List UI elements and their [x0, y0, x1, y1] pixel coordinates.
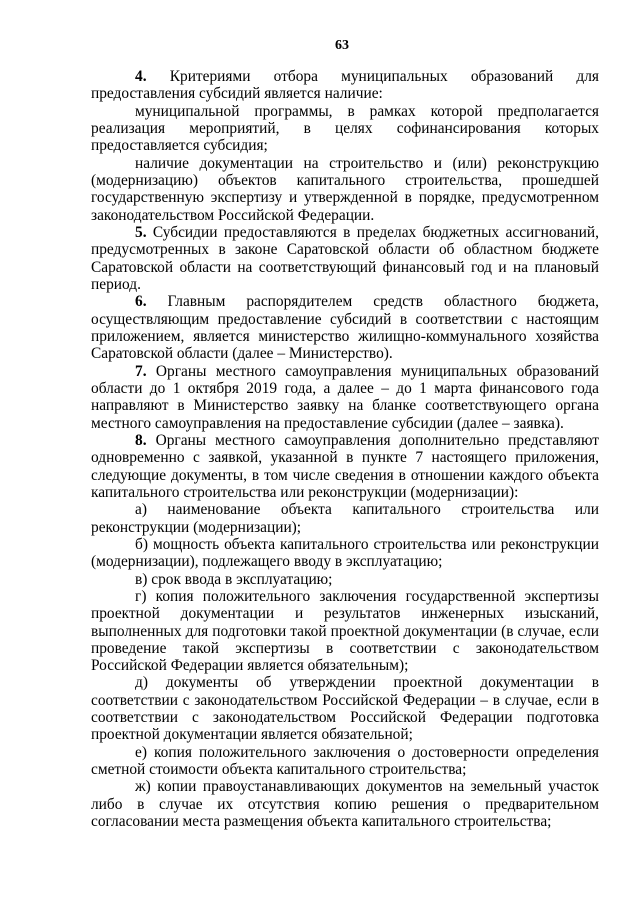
item-d	[91, 674, 599, 743]
paragraph-text: Критериями отбора муниципальных образований для предоставления субсидий является наличие:	[91, 68, 599, 103]
paragraph-number: 7.	[135, 362, 147, 380]
paragraph-text: Главным распорядителем средств областного бюджета, осуществляющим предоставление субсидий в соответствии с настоящим приложением, является министерство жилищно-коммунального хозяйства Саратовской области (далее – Министерство).	[91, 293, 599, 363]
paragraph-text: муниципальной программы, в рамках которой предполагается реализация мероприятий, в целях софинансирования которых предоставляется субсидия;	[91, 102, 599, 155]
paragraph-5	[91, 224, 599, 293]
paragraph-text: Органы местного самоуправления дополнительно представляют одновременно с заявкой, указанной в пункте 7 настоящего приложения, следующие документы, в том числе сведения в отношении каждого объекта капитального строительства или реконструкции (модернизации):	[91, 431, 599, 501]
paragraph-text: Органы местного самоуправления муниципальных образований области до 1 октября 2019 года, а далее – до 1 марта финансового года направляют в Министерство заявку на бланке соответствующего органа местного самоуправления на предоставление субсидии (далее – заявка).	[91, 362, 599, 432]
paragraph-text: Субсидии предоставляются в пределах бюджетных ассигнований, предусмотренных в законе Саратовской области об областном бюджете Саратовской области на соответствующий финансовый год и на плановый период.	[91, 223, 599, 293]
paragraph-text: г) копия положительного заключения государственной экспертизы проектной документации и результатов инженерных изысканий, выполненных для подготовки такой проектной документации (в случае, если проведение такой экспертизы в соответствии с законодательством Российской Федерации является обязательным);	[91, 587, 599, 675]
paragraph-number: 4.	[135, 68, 147, 85]
document-body	[91, 68, 599, 830]
item-g	[91, 588, 599, 675]
paragraph-text: е) копия положительного заключения о достоверности определения сметной стоимости объекта капитального строительства;	[91, 743, 599, 779]
item-zh	[91, 778, 599, 830]
paragraph-number: 6.	[135, 293, 147, 311]
criterion-documentation	[91, 155, 599, 224]
page-number: 63	[335, 38, 349, 53]
criterion-program	[91, 103, 599, 155]
item-e	[91, 744, 599, 779]
item-b	[91, 536, 599, 571]
paragraph-text: б) мощность объекта капитального строительства или реконструкции (модернизации), подлежащего вводу в эксплуатацию;	[91, 535, 599, 571]
paragraph-8	[91, 432, 599, 501]
paragraph-number: 5.	[135, 223, 147, 241]
paragraph-text: в) срок ввода в эксплуатацию;	[135, 570, 333, 588]
paragraph-text: д) документы об утверждении проектной документации в соответствии с законодательством Российской Федерации – в случае, если в соответствии с законодательством Российской Федерации подготовка проектной документации является обязательной;	[91, 674, 599, 744]
paragraph-7	[91, 363, 599, 432]
paragraph-6	[91, 293, 599, 362]
item-v	[91, 571, 599, 588]
paragraph-text: ж) копии правоустанавливающих документов на земельный участок либо в случае их отсутствия копию решения о предварительном согласовании места размещения объекта капитального строительства;	[91, 778, 599, 831]
paragraph-text: наличие документации на строительство и (или) реконструкцию (модернизацию) объектов капитального строительства, прошедшей государственную экспертизу и утвержденной в порядке, предусмотренном законодательством Российской Федерации.	[91, 154, 599, 224]
paragraph-number: 8.	[135, 431, 147, 449]
item-a	[91, 501, 599, 536]
paragraph-4	[91, 68, 599, 103]
paragraph-text: а) наименование объекта капитального строительства или реконструкции (модернизации);	[91, 501, 599, 536]
